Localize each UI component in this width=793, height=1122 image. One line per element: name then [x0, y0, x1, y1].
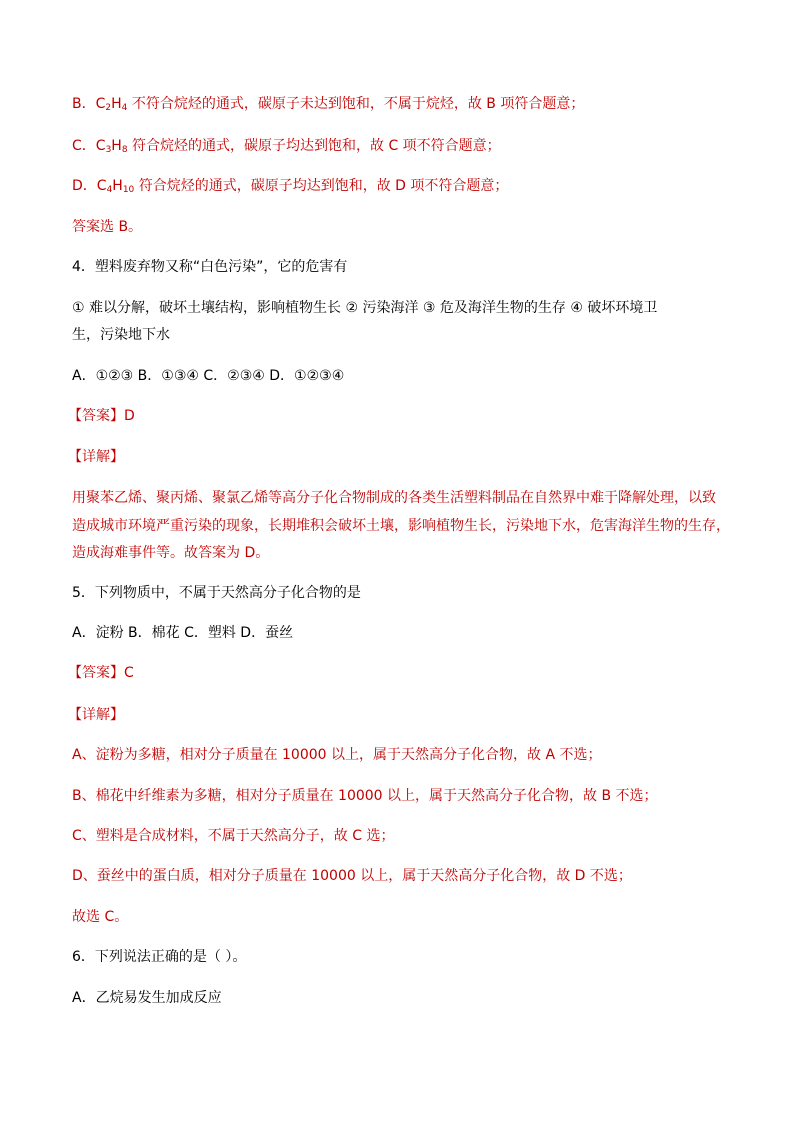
q4-statement-line2: 生，污染地下水: [72, 327, 170, 343]
text-fragment: 符合烷烃的通式，碳原子均达到饱和，故 C 项不符合题意；: [127, 138, 501, 154]
q6-option-a: A．乙烷易发生加成反应: [72, 990, 222, 1006]
q6-stem: 6．下列说法正确的是（ ）。: [72, 949, 247, 965]
q5-stem: 5．下列物质中，不属于天然高分子化合物的是: [72, 585, 361, 601]
q4-options: A．①②③ B．①③④ C．②③④ D．①②③④: [72, 368, 345, 384]
text-fragment: B．C: [72, 96, 106, 112]
subscript: 4: [106, 185, 113, 195]
q5-conclusion: 故选 C。: [72, 909, 129, 925]
q5-detail-c: C、塑料是合成材料，不属于天然高分子，故 C 选；: [72, 828, 395, 844]
subscript: 8: [121, 145, 128, 155]
answer-value: C: [124, 665, 134, 681]
prev-option-c-explanation: [72, 136, 501, 156]
subscript: 4: [121, 103, 128, 113]
answer-label: 【答案】: [68, 408, 124, 424]
q5-answer: [68, 663, 134, 683]
answer-value: D: [124, 408, 135, 424]
answer-label: 【答案】: [68, 665, 124, 681]
subscript: 3: [105, 145, 112, 155]
q5-detail-a: A、淀粉为多糖，相对分子质量在 10000 以上，属于天然高分子化合物，故 A 不选；: [72, 747, 602, 763]
text-fragment: H: [111, 96, 122, 112]
q4-detail-line1: 用聚苯乙烯、聚丙烯、聚氯乙烯等高分子化合物制成的各类生活塑料制品在自然界中难于降解处理，以致: [72, 490, 716, 506]
text-fragment: C．C: [72, 138, 106, 154]
prev-option-b-explanation: [72, 94, 584, 114]
subscript: 2: [105, 103, 112, 113]
q4-detail-label: 【详解】: [68, 449, 124, 465]
text-fragment: H: [112, 178, 123, 194]
q5-detail-label: 【详解】: [68, 707, 124, 723]
text-fragment: H: [111, 138, 122, 154]
q5-options: A．淀粉 B．棉花 C．塑料 D．蚕丝: [72, 625, 294, 641]
text-fragment: 符合烷烃的通式，碳原子均达到饱和，故 D 项不符合题意；: [134, 178, 509, 194]
q5-detail-d: D、蚕丝中的蛋白质，相对分子质量在 10000 以上，属于天然高分子化合物，故 D 不选；: [72, 868, 632, 884]
q4-detail-line2: 造成城市环境严重污染的现象，长期堆积会破坏土壤，影响植物生长，污染地下水，危害海洋生物的生存，: [72, 518, 730, 534]
text-fragment: 不符合烷烃的通式，碳原子未达到饱和，不属于烷烃，故 B 项符合题意；: [127, 96, 585, 112]
subscript: 10: [122, 185, 135, 195]
text-fragment: D．C: [72, 178, 107, 194]
prev-conclusion: 答案选 B。: [72, 219, 143, 235]
q5-detail-b: B、棉花中纤维素为多糖，相对分子质量在 10000 以上，属于天然高分子化合物，故 B 不选；: [72, 788, 658, 804]
q4-stem: 4．塑料废弃物又称“白色污染”，它的危害有: [72, 259, 348, 275]
prev-option-d-explanation: [72, 176, 508, 196]
q4-detail-line3: 造成海难事件等。故答案为 D。: [72, 545, 270, 561]
q4-answer: [68, 406, 135, 426]
q4-statement-line1: ① 难以分解，破坏土壤结构，影响植物生长 ② 污染海洋 ③ 危及海洋生物的生存 ④ 破坏环境卫: [72, 300, 658, 316]
